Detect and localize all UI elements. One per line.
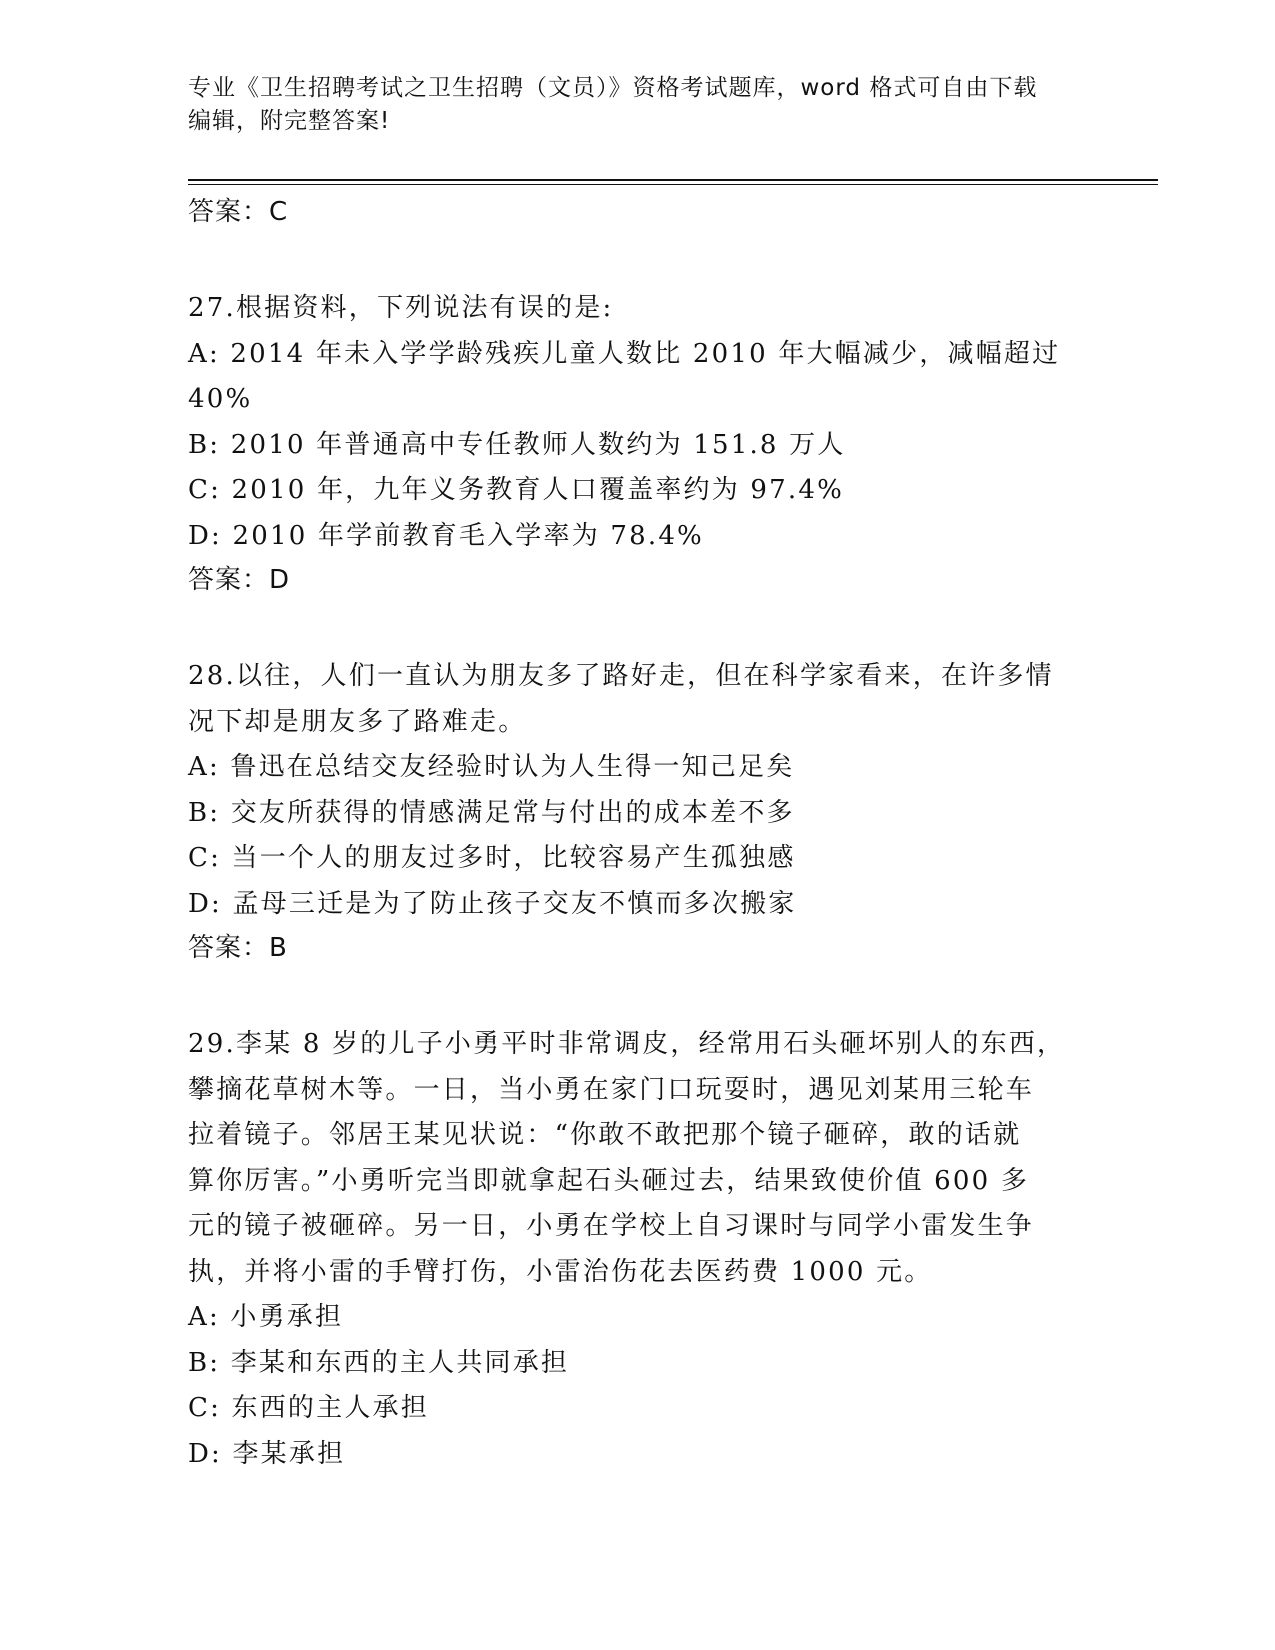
- spacer: [188, 233, 1088, 286]
- question-29-stem-cont: 拉着镜子。邻居王某见状说：“你敢不敢把那个镜子砸碎，敢的话就: [188, 1120, 1022, 1150]
- question-27: [188, 286, 1088, 601]
- question-27-option-a: A: 2014 年未入学学龄残疾儿童人数比 2010 年大幅减少，减幅超过: [188, 338, 1061, 369]
- question-29-stem-cont: 元的镜子被砸碎。另一日，小勇在学校上自习课时与同学小雷发生争: [188, 1211, 1035, 1241]
- question-28-answer: 答案：B: [188, 933, 288, 963]
- question-27-answer: 答案：D: [188, 565, 291, 595]
- question-29-option-b: B: 李某和东西的主人共同承担: [188, 1347, 570, 1378]
- question-28-option-b: B: 交友所获得的情感满足常与付出的成本差不多: [188, 797, 795, 828]
- question-28-option-d: D: 孟母三迁是为了防止孩子交友不慎而多次搬家: [188, 888, 797, 919]
- question-29-stem-cont: 算你厉害。”小勇听完当即就拿起石头砸过去，结果致使价值 600 多: [188, 1165, 1030, 1196]
- question-28-option-a: A: 鲁迅在总结交友经验时认为人生得一知己足矣: [188, 752, 795, 782]
- document-body: [188, 191, 1088, 1477]
- question-29-stem-cont: 攀摘花草树木等。一日，当小勇在家门口玩耍时，遇见刘某用三轮车: [188, 1074, 1035, 1105]
- question-29-option-a: A: 小勇承担: [188, 1302, 344, 1332]
- question-29-option-c: C: 东西的主人承担: [188, 1393, 429, 1423]
- question-27-option-c: C: 2010 年，九年义务教育人口覆盖率约为 97.4%: [188, 475, 845, 505]
- question-27-stem: 27.根据资料，下列说法有误的是:: [188, 293, 614, 323]
- header-rule-thin: [188, 184, 1158, 185]
- question-28: [188, 654, 1088, 969]
- page-header: [188, 72, 1088, 138]
- spacer: [188, 969, 1088, 1022]
- question-29-stem: 29.李某 8 岁的儿子小勇平时非常调皮，经常用石头砸坏别人的东西，: [188, 1029, 1066, 1059]
- question-27-option-b: B: 2010 年普通高中专任教师人数约为 151.8 万人: [188, 429, 846, 460]
- question-28-stem: 28.以往，人们一直认为朋友多了路好走，但在科学家看来，在许多情: [188, 661, 1054, 691]
- question-29-stem-cont: 执，并将小雷的手臂打伤，小雷治伤花去医药费 1000 元。: [188, 1256, 933, 1287]
- question-28-option-c: C: 当一个人的朋友过多时，比较容易产生孤独感: [188, 843, 796, 873]
- question-27-option-a-cont: 40%: [188, 384, 253, 414]
- header-line-2: 编辑，附完整答案!: [188, 108, 391, 134]
- answer-previous-question: 答案：C: [188, 197, 289, 227]
- spacer: [188, 601, 1088, 654]
- header-line-1: 专业《卫生招聘考试之卫生招聘（文员）》资格考试题库，word 格式可自由下载: [188, 75, 1038, 101]
- question-29-option-d: D: 李某承担: [188, 1438, 346, 1469]
- question-28-stem-cont: 况下却是朋友多了路难走。: [188, 706, 527, 737]
- question-27-option-d: D: 2010 年学前教育毛入学率为 78.4%: [188, 520, 704, 551]
- question-29: [188, 1022, 1088, 1477]
- header-rule-thick: [188, 179, 1158, 181]
